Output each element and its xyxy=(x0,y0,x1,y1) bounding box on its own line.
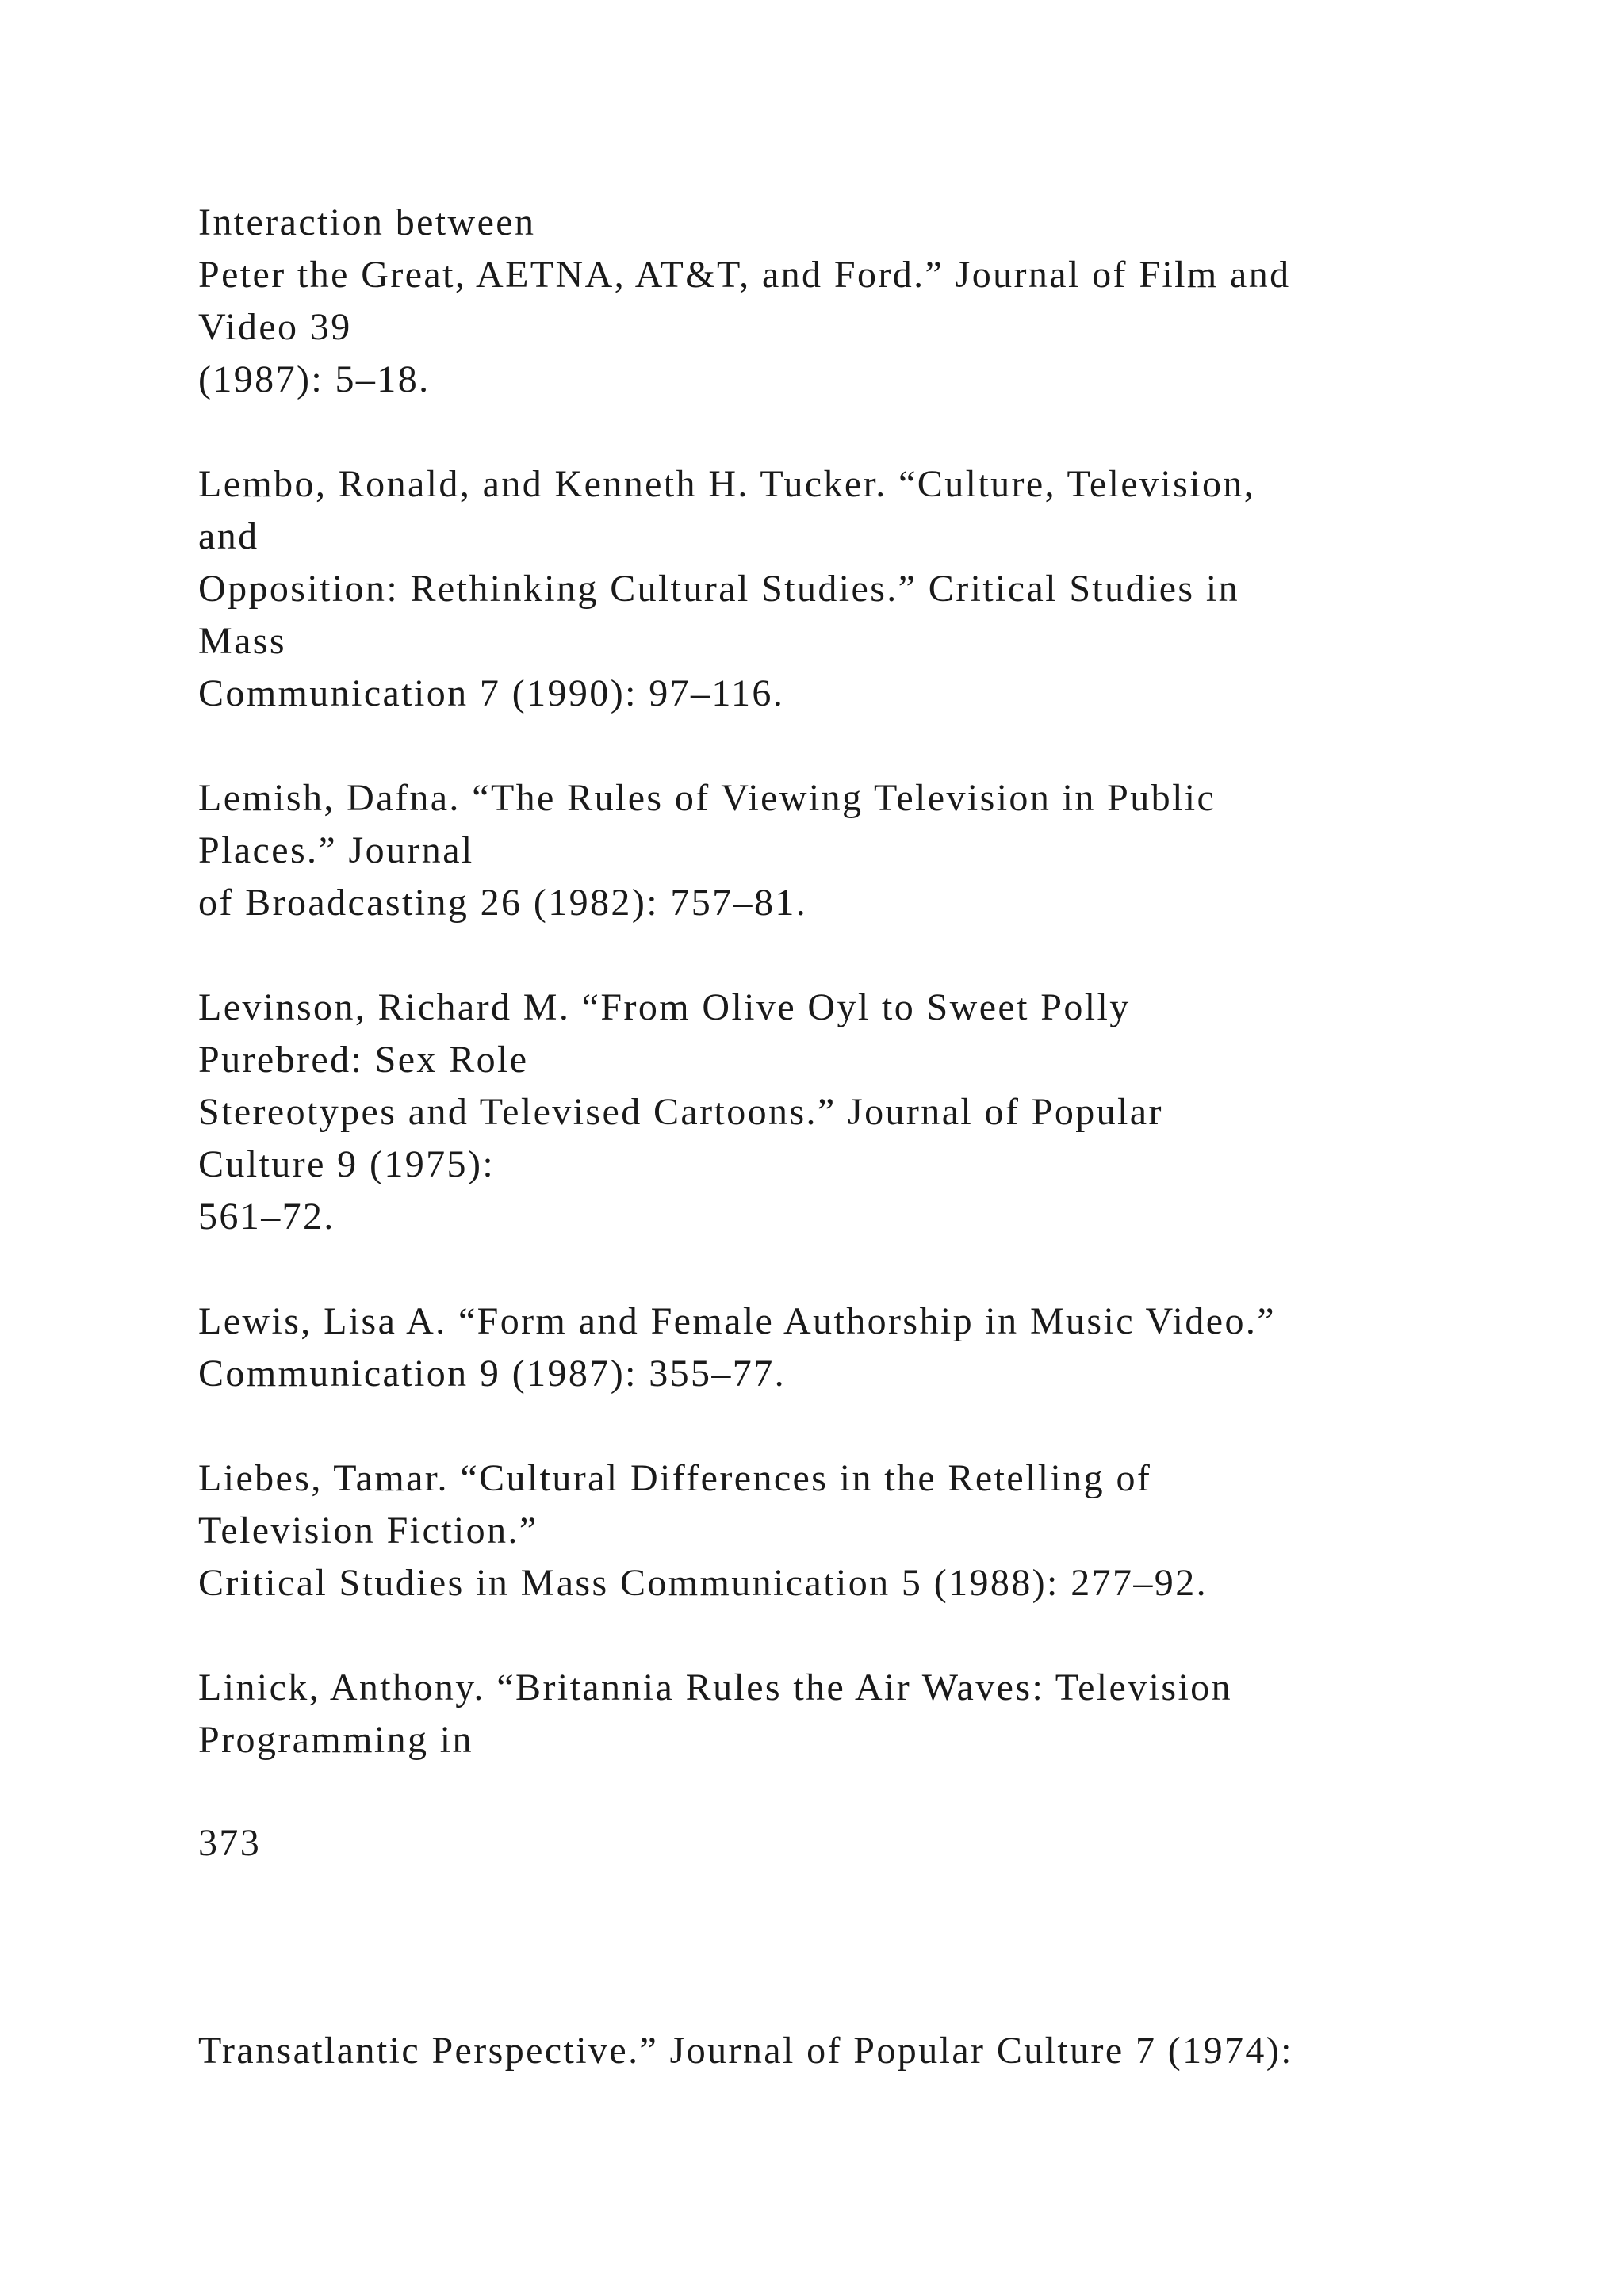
text-line: Peter the Great, AETNA, AT&T, and Ford.” Journal of Film and xyxy=(198,254,1291,296)
text-line: Critical Studies in Mass Communication 5 (1988): 277–92. xyxy=(198,1562,1208,1604)
text-line: Stereotypes and Televised Cartoons.” Journal of Popular xyxy=(198,1091,1163,1133)
text-line: Lewis, Lisa A. “Form and Female Authorship in Music Video.” xyxy=(198,1300,1277,1342)
text-line: (1987): 5–18. xyxy=(198,358,431,400)
page-number: 373 xyxy=(198,1822,262,1864)
text-line: Mass xyxy=(198,620,286,662)
text-line: Video 39 xyxy=(198,306,352,348)
text-line: Communication 9 (1987): 355–77. xyxy=(198,1353,787,1395)
text-line: Interaction between xyxy=(198,201,536,243)
text-line: Transatlantic Perspective.” Journal of Popular Culture 7 (1974): xyxy=(198,2030,1293,2072)
text-line: Linick, Anthony. “Britannia Rules the Air Waves: Television xyxy=(198,1667,1232,1709)
text-line: Television Fiction.” xyxy=(198,1510,538,1552)
text-line: Culture 9 (1975): xyxy=(198,1143,496,1185)
text-line: and xyxy=(198,515,259,557)
text-line: Lembo, Ronald, and Kenneth H. Tucker. “Culture, Television, xyxy=(198,463,1256,505)
text-line: Places.” Journal xyxy=(198,829,474,871)
text-line: Programming in xyxy=(198,1719,473,1761)
text-line: Levinson, Richard M. “From Olive Oyl to Sweet Polly xyxy=(198,986,1131,1028)
text-line: Liebes, Tamar. “Cultural Differences in the Retelling of xyxy=(198,1457,1152,1499)
text-line: of Broadcasting 26 (1982): 757–81. xyxy=(198,882,808,924)
text-line: 561–72. xyxy=(198,1196,335,1238)
text-line: Lemish, Dafna. “The Rules of Viewing Television in Public xyxy=(198,777,1216,819)
text-line: Opposition: Rethinking Cultural Studies.” Critical Studies in xyxy=(198,568,1240,610)
text-line: Communication 7 (1990): 97–116. xyxy=(198,672,785,714)
text-line: Purebred: Sex Role xyxy=(198,1039,529,1081)
